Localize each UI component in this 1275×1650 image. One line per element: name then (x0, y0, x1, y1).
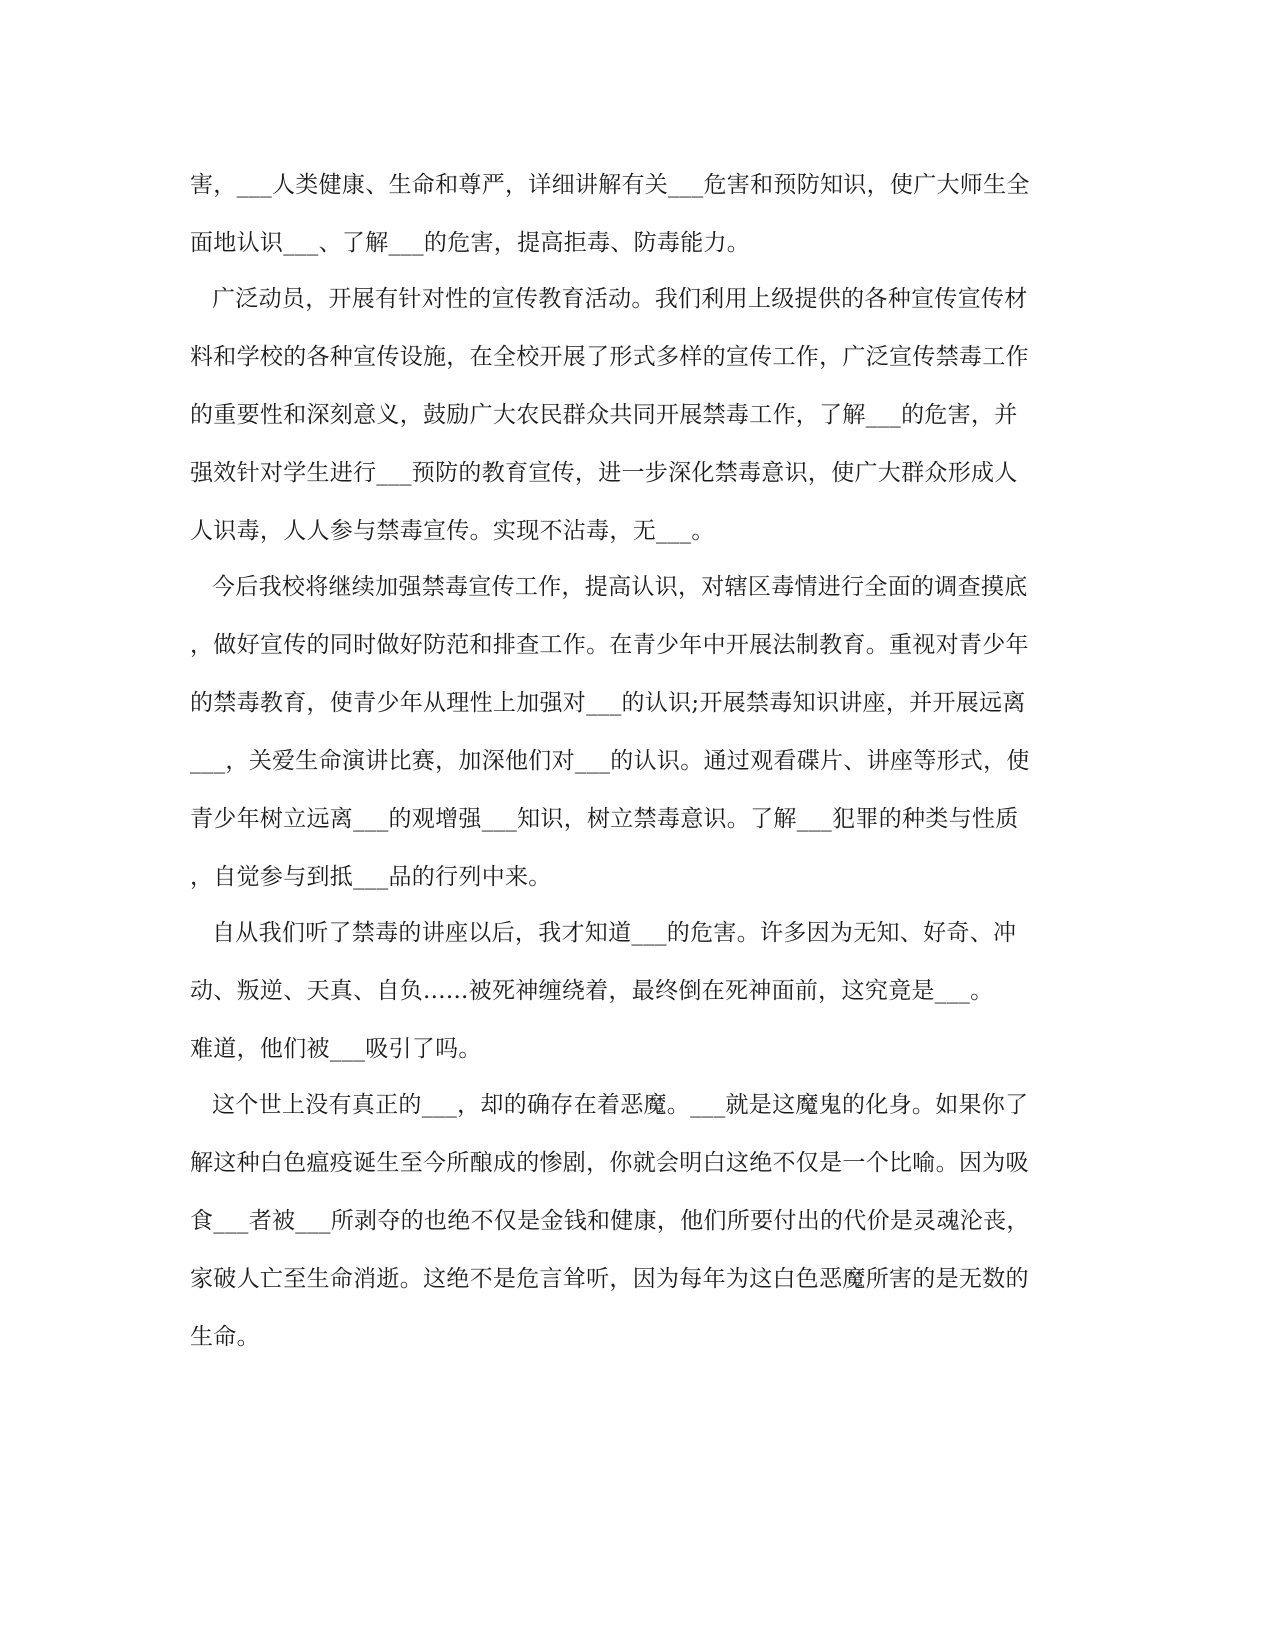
text-line-9: ，做好宣传的同时做好防范和排查工作。在青少年中开展法制教育。重视对青少年 (190, 632, 1029, 658)
text-line-16: 难道，他们被___吸引了吗。 (190, 1036, 482, 1062)
text-line-2: 面地认识___、了解___的危害，提高拒毒、防毒能力。 (190, 230, 751, 256)
text-line-11: ___，关爱生命演讲比赛，加深他们对___的认识。通过观看碟片、讲座等形式，使 (190, 748, 1030, 774)
text-line-14: 自从我们听了禁毒的讲座以后，我才知道___的危害。许多因为无知、好奇、冲 (212, 920, 1017, 946)
text-line-5: 的重要性和深刻意义，鼓励广大农民群众共同开展禁毒工作，了解___的危害，并 (190, 402, 1018, 428)
text-line-1: 害，___人类健康、生命和尊严，详细讲解有关___危害和预防知识，使广大师生全 (190, 172, 1030, 198)
text-line-12: 青少年树立远离___的观增强___知识，树立禁毒意识。了解___犯罪的种类与性质 (190, 806, 1019, 832)
text-line-8: 今后我校将继续加强禁毒宣传工作，提高认识，对辖区毒情进行全面的调查摸底 (212, 574, 1028, 600)
text-line-15: 动、叛逆、天真、自负......被死神缠绕着，最终倒在死神面前，这究竟是___。 (190, 978, 994, 1004)
text-line-7: 人识毒，人人参与禁毒宣传。实现不沾毒，无___。 (190, 518, 715, 544)
text-line-4: 料和学校的各种宣传设施，在全校开展了形式多样的宣传工作，广泛宣传禁毒工作 (190, 344, 1029, 370)
text-line-19: 食___者被___所剥夺的也绝不仅是金钱和健康，他们所要付出的代价是灵魂沦丧， (190, 1208, 1030, 1234)
text-line-13: ，自觉参与到抵___品的行列中来。 (190, 864, 552, 890)
text-line-3: 广泛动员，开展有针对性的宣传教育活动。我们利用上级提供的各种宣传宣传材 (212, 286, 1028, 312)
text-line-6: 强效针对学生进行___预防的教育宣传，进一步深化禁毒意识，使广大群众形成人 (190, 460, 1018, 486)
text-line-20: 家破人亡至生命消逝。这绝不是危言耸听，因为每年为这白色恶魔所害的是无数的 (190, 1266, 1029, 1292)
text-line-10: 的禁毒教育，使青少年从理性上加强对___的认识;开展禁毒知识讲座，并开展远离 (190, 690, 1026, 716)
text-line-17: 这个世上没有真正的___，却的确存在着恶魔。___就是这魔鬼的化身。如果你了 (212, 1092, 1029, 1118)
text-line-18: 解这种白色瘟疫诞生至今所酿成的惨剧，你就会明白这绝不仅是一个比喻。因为吸 (190, 1150, 1029, 1176)
text-line-21: 生命。 (190, 1324, 260, 1350)
